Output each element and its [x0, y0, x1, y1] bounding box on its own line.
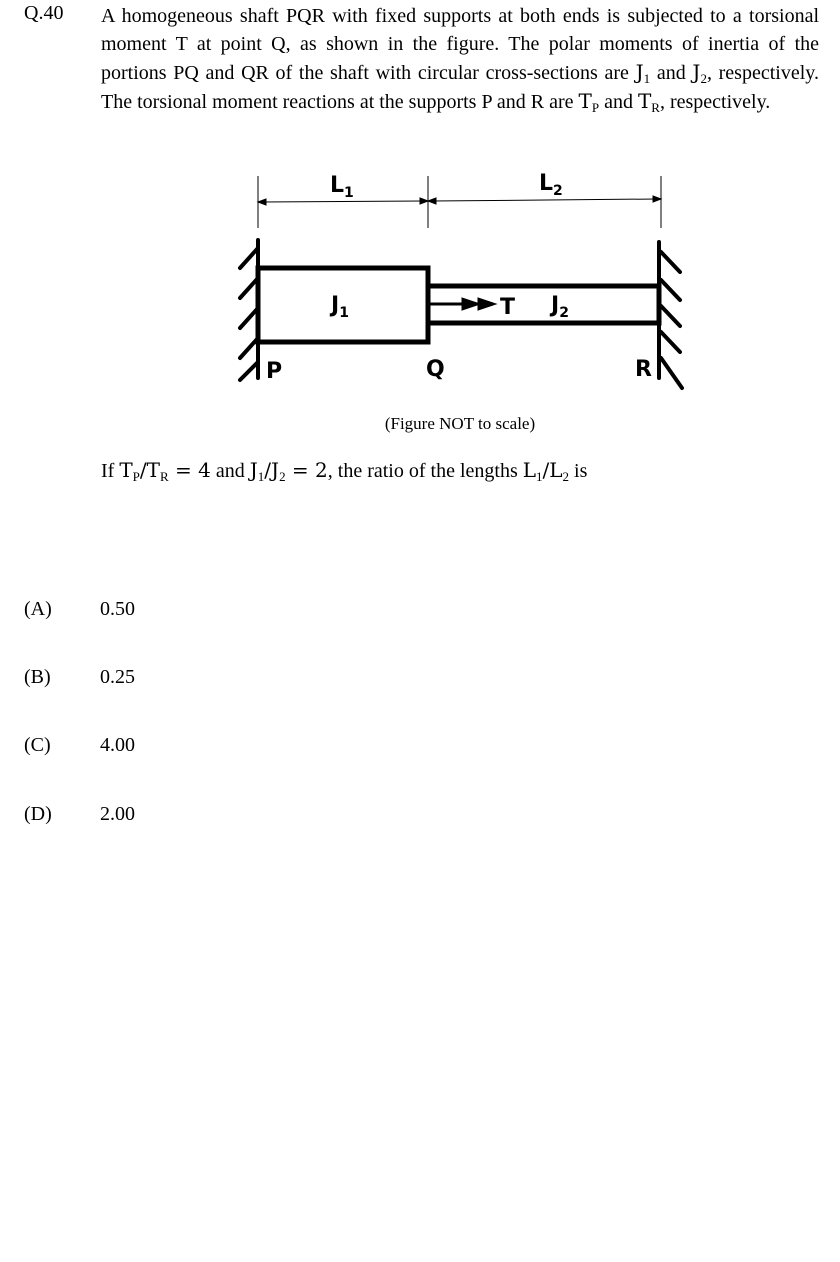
label-torque: T	[500, 295, 516, 320]
label-l2: $L_2$	[539, 171, 563, 199]
option-label: (B)	[24, 666, 51, 688]
label-j2: $J_2$	[551, 293, 569, 321]
option-value: 0.25	[100, 666, 135, 688]
option-b[interactable]	[24, 666, 135, 689]
right-fixed-support	[659, 242, 682, 388]
option-label: (C)	[24, 734, 51, 756]
option-d[interactable]	[24, 803, 135, 826]
option-label: (A)	[24, 598, 52, 620]
label-l1: $L_1$	[330, 173, 354, 201]
option-value: 0.50	[100, 598, 135, 620]
label-r: R	[635, 357, 652, 382]
option-label: (D)	[24, 803, 52, 825]
label-j1: $J_1$	[331, 293, 349, 321]
option-c[interactable]	[24, 734, 135, 757]
question-number: Q.40	[24, 2, 64, 24]
shaft-diagram	[0, 160, 840, 400]
label-q: Q	[426, 357, 445, 382]
question-text: A homogeneous shaft PQR with fixed supports at both ends is subjected to a torsional moment T at point Q, as shown in the figure. The polar moments of inertia of the portions PQ and QR of the shaft with circular cross-sections are $J_1$ and $J_2$, respectively. The torsional moment reactions at the supports P and R are $T_P$ and $T_R$, respectively.	[101, 5, 819, 115]
torque-arrow	[430, 298, 496, 310]
given-condition: If $T_P/T_R = 4$ and $J_1/J_2 = 2$, the ratio of the lengths $L_1/L_2$ is	[101, 458, 588, 484]
option-a[interactable]	[24, 598, 135, 621]
label-p: P	[266, 359, 283, 384]
left-fixed-support	[240, 240, 258, 380]
dimension-lines	[258, 176, 661, 228]
option-value: 2.00	[100, 803, 135, 825]
figure-caption: (Figure NOT to scale)	[384, 414, 536, 433]
option-value: 4.00	[100, 734, 135, 756]
